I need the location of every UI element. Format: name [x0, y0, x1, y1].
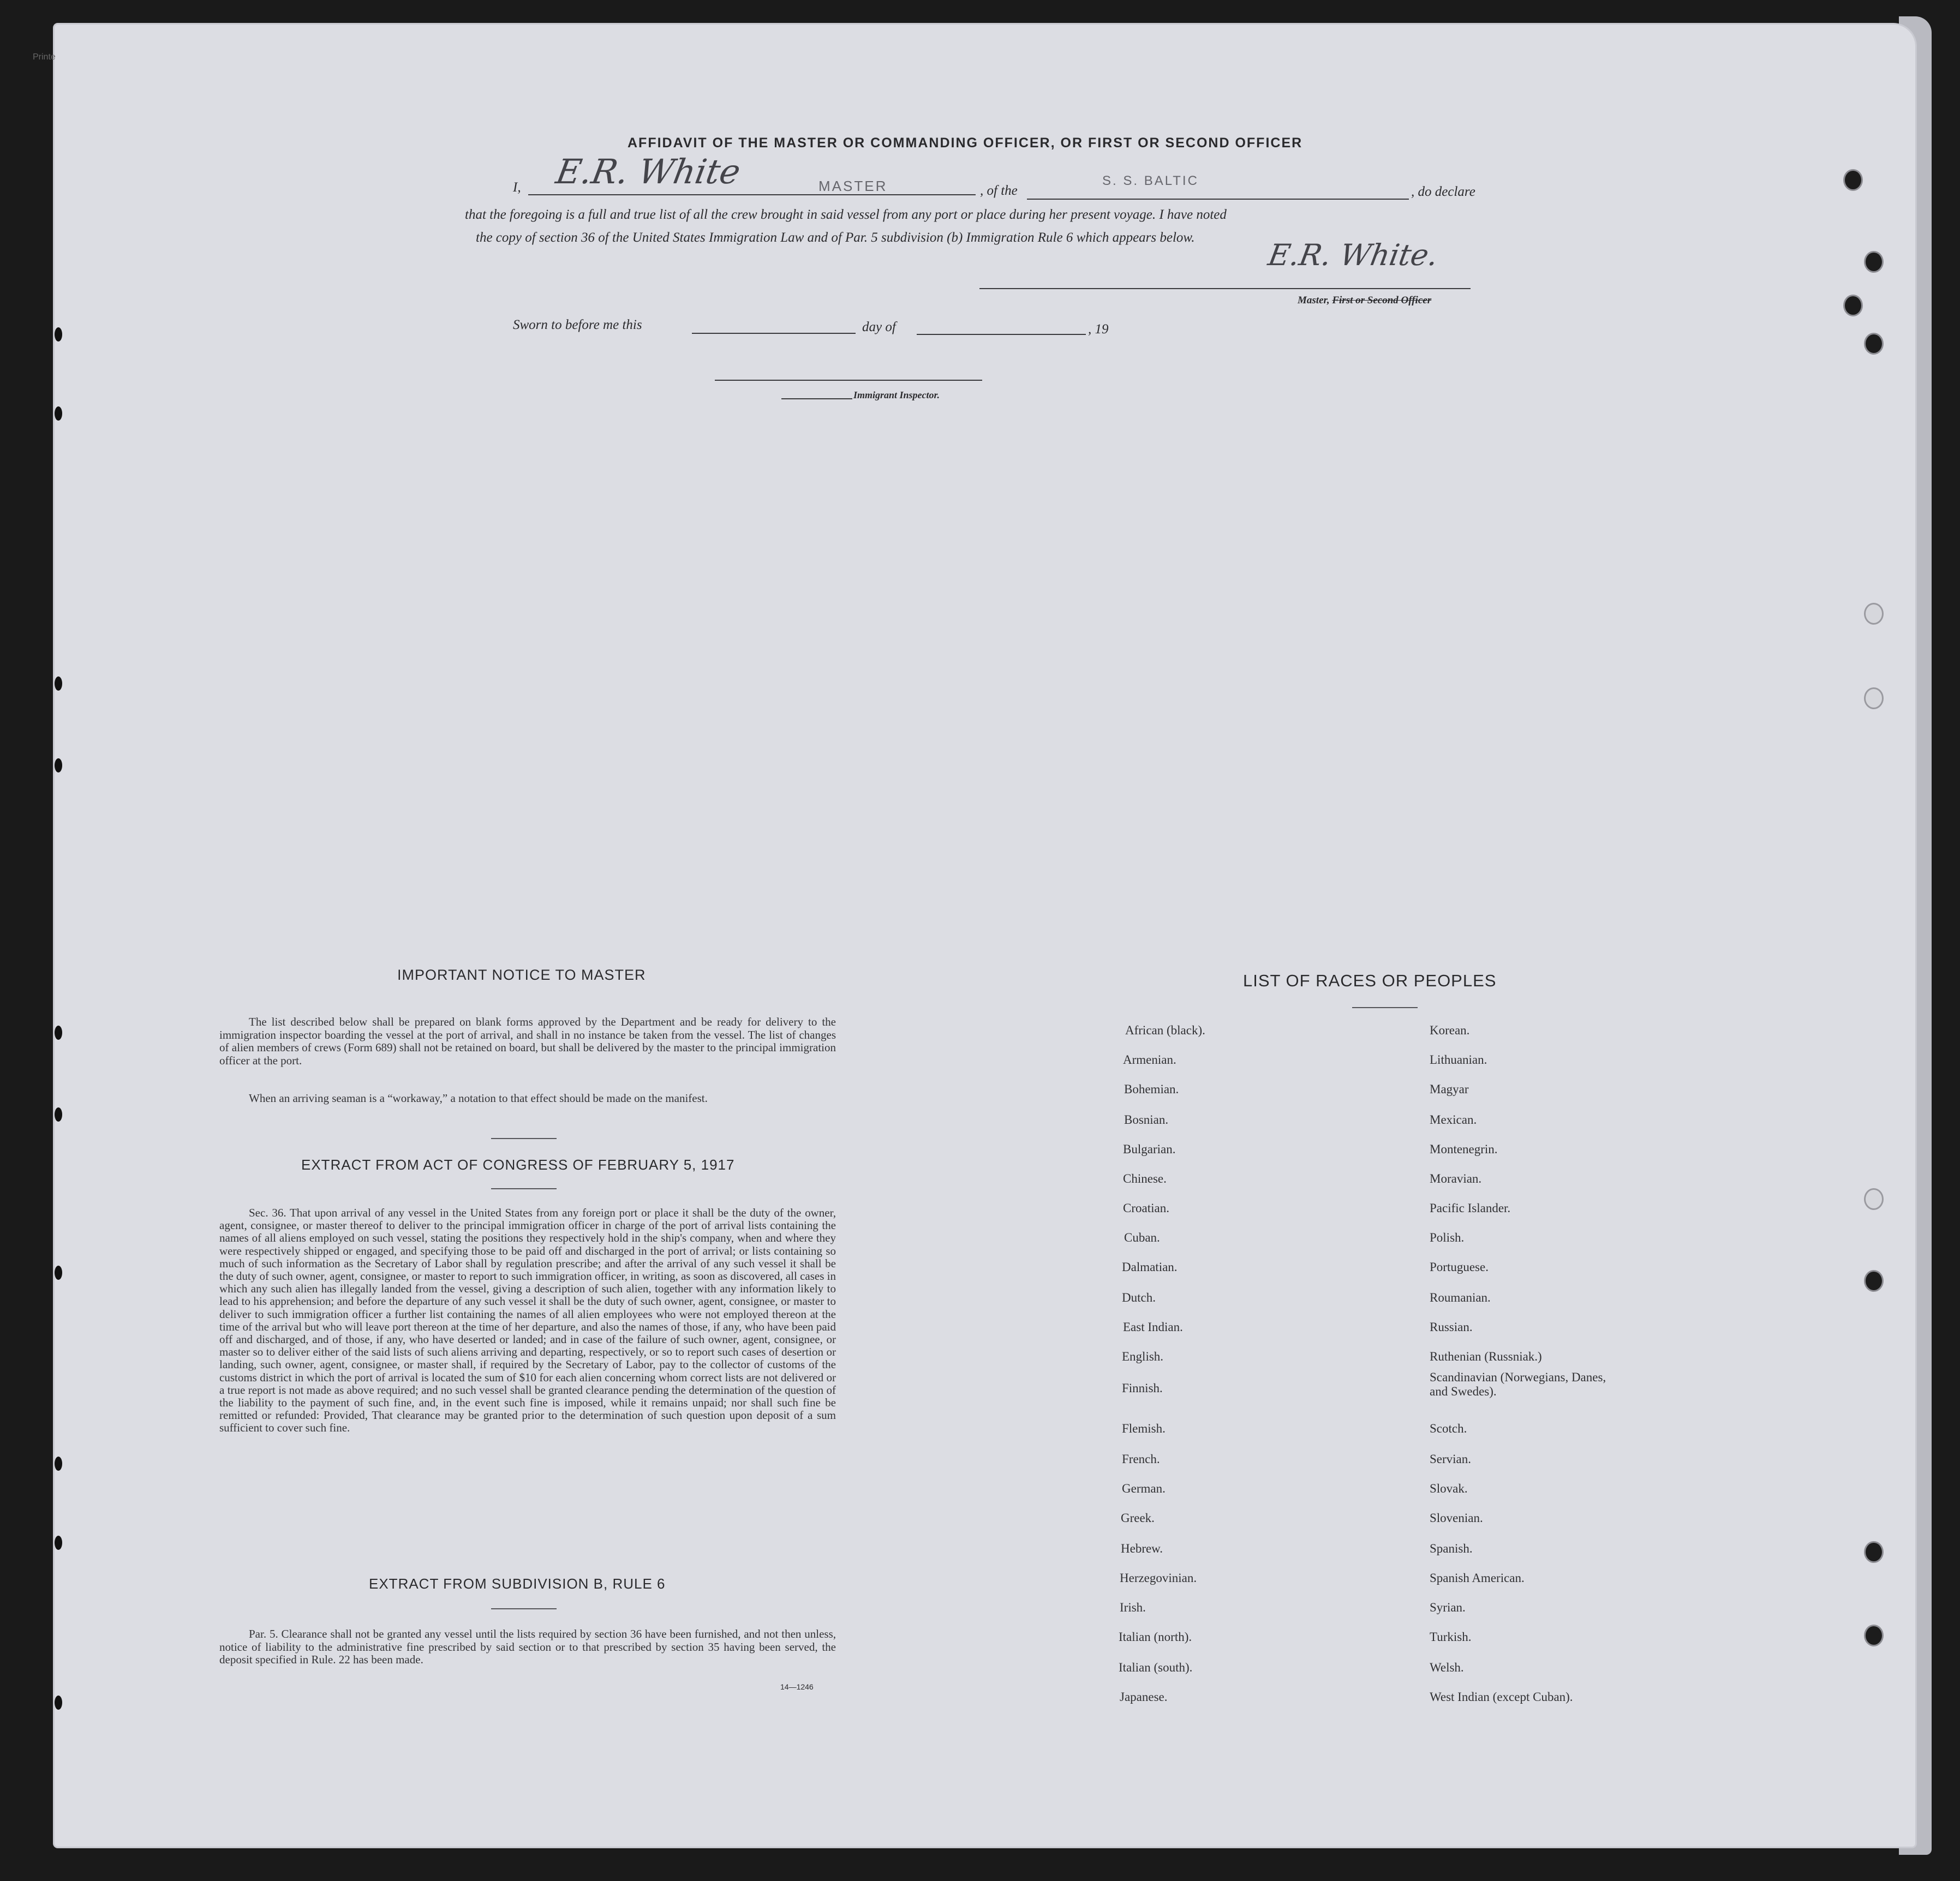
signer-title [1298, 295, 1431, 307]
race-item: Portuguese. [1430, 1260, 1489, 1274]
name-line [528, 194, 976, 195]
race-item: Syrian. [1430, 1601, 1466, 1614]
vessel-line [1027, 199, 1409, 200]
race-item: Chinese. [1123, 1172, 1167, 1185]
race-item: Finnish. [1122, 1381, 1163, 1395]
race-item: Turkish. [1430, 1630, 1472, 1644]
race-item: English. [1122, 1350, 1164, 1363]
notice-paragraph-1: The list described below shall be prepared on blank forms approved by the Department and be ready for delivery to the immigration inspector boarding the vessel at the port of arrival, and shall in no instance be taken from the vessel. The list of changes of alien members of crews (Form 689) shall not be retained on board, but shall be delivered by the master to the principal immigration officer at the port. [219, 1015, 836, 1067]
race-item: West Indian (except Cuban). [1430, 1690, 1573, 1704]
extract-1-heading: EXTRACT FROM ACT OF CONGRESS OF FEBRUARY 5, 1917 [301, 1157, 735, 1173]
affidavit-of: , of the [980, 183, 1018, 198]
binder-hole-icon [1864, 251, 1884, 273]
affidavit-prefix: I, [513, 180, 521, 195]
races-heading: LIST OF RACES OR PEOPLES [1243, 971, 1497, 990]
punch-mark-icon [55, 1536, 62, 1550]
race-item: African (black). [1125, 1023, 1205, 1037]
race-item: Lithuanian. [1430, 1053, 1487, 1067]
punch-mark-icon [55, 1266, 62, 1280]
inspector-label: Immigrant Inspector. [853, 390, 940, 400]
extract-2-heading: EXTRACT FROM SUBDIVISION B, RULE 6 [369, 1576, 666, 1592]
race-item: Scotch. [1430, 1422, 1467, 1435]
race-item: Japanese. [1120, 1690, 1168, 1704]
punch-mark-icon [55, 758, 62, 772]
race-item: Magyar [1430, 1082, 1469, 1096]
race-item: Slovak. [1430, 1482, 1468, 1495]
race-item: Ruthenian (Russniak.) [1430, 1350, 1542, 1363]
binder-hole-icon [1864, 333, 1884, 355]
race-item: Armenian. [1123, 1053, 1176, 1067]
race-item: Flemish. [1122, 1422, 1166, 1435]
extract-2-body: Par. 5. Clearance shall not be granted any vessel until the lists required by section 36 have been furnished, and not then unless, notice of liability to the administrative fine prescribed by said section or to that prescribed by section 35 having been served, the deposit specified in Rule. 22 has been made. [219, 1627, 836, 1667]
race-item: Greek. [1121, 1511, 1155, 1525]
race-item: Russian. [1430, 1320, 1473, 1334]
race-item: Bosnian. [1124, 1113, 1169, 1127]
inspector-short-line [781, 398, 852, 399]
sworn-day-line [692, 333, 856, 334]
race-item: Slovenian. [1430, 1511, 1483, 1525]
punch-mark-icon [55, 676, 62, 691]
race-item: Polish. [1430, 1231, 1465, 1244]
race-item: Roumanian. [1430, 1291, 1491, 1304]
race-item: Dalmatian. [1122, 1260, 1178, 1274]
binder-hole-icon [1864, 687, 1884, 709]
race-item: Scandinavian (Norwegians, Danes, and Swedes). [1430, 1370, 1606, 1398]
punch-mark-icon [55, 1457, 62, 1471]
binder-hole-icon [1843, 295, 1863, 316]
divider [491, 1608, 557, 1609]
binder-hole-icon [1864, 1270, 1884, 1292]
race-item: French. [1122, 1452, 1160, 1466]
binder-hole-icon [1864, 603, 1884, 625]
race-item: Moravian. [1430, 1172, 1482, 1185]
affidavit-heading: AFFIDAVIT OF THE MASTER OR COMMANDING OFFICER, OR FIRST OR SECOND OFFICER [628, 135, 1303, 151]
race-item: Italian (north). [1119, 1630, 1192, 1644]
race-item: Bohemian. [1124, 1082, 1179, 1096]
race-item: Pacific Islander. [1430, 1201, 1511, 1215]
form-number: 14—1246 [780, 1682, 814, 1691]
race-item: Croatian. [1123, 1201, 1169, 1215]
race-item: Servian. [1430, 1452, 1472, 1466]
race-item: German. [1122, 1482, 1166, 1495]
inspector-signature-line [715, 380, 982, 381]
document-page [55, 25, 1915, 1847]
master-signature-repeat: E.R. White. [1265, 238, 1441, 272]
sworn-month-line [917, 334, 1086, 335]
signature-line [979, 288, 1471, 289]
race-item: Cuban. [1124, 1231, 1160, 1244]
affidavit-line-3: the copy of section 36 of the United States Immigration Law and of Par. 5 subdivision (b) Immigration Rule 6 which appears below. [476, 230, 1195, 245]
signer-title-master: Master, [1298, 295, 1330, 306]
race-item: Herzegovinian. [1120, 1571, 1197, 1585]
race-item: Spanish American. [1430, 1571, 1525, 1585]
race-item: Mexican. [1430, 1113, 1477, 1127]
divider [491, 1188, 557, 1189]
race-item: Montenegrin. [1430, 1142, 1498, 1156]
notice-heading: IMPORTANT NOTICE TO MASTER [397, 967, 646, 983]
race-item: Irish. [1120, 1601, 1146, 1614]
binder-hole-icon [1864, 1541, 1884, 1563]
notice-paragraph-2: When an arriving seaman is a “workaway,” a notation to that effect should be made on the manifest. [249, 1092, 708, 1105]
punch-mark-icon [55, 1696, 62, 1710]
race-item: Welsh. [1430, 1661, 1464, 1674]
sworn-year: , 19 [1088, 322, 1109, 337]
race-item: Dutch. [1122, 1291, 1156, 1304]
sworn-day: day of [862, 320, 896, 334]
sworn-text: Sworn to before me this [513, 318, 642, 332]
signer-title-struck: First or Second Officer [1332, 295, 1432, 306]
race-item: Bulgarian. [1123, 1142, 1176, 1156]
affidavit-line-2: that the foregoing is a full and true list of all the crew brought in said vessel from any port or place during her present voyage. I have noted [465, 207, 1227, 222]
divider [491, 1138, 557, 1139]
printer-note: Printe [33, 52, 56, 62]
punch-mark-icon [55, 1026, 62, 1040]
punch-mark-icon [55, 406, 62, 421]
race-item: Korean. [1430, 1023, 1470, 1037]
divider [1352, 1007, 1418, 1008]
affidavit-declare: , do declare [1411, 184, 1475, 199]
rank-stamp: MASTER [818, 178, 888, 194]
race-item: East Indian. [1123, 1320, 1183, 1334]
race-item: Hebrew. [1121, 1542, 1163, 1555]
vessel-stamp: S. S. BALTIC [1102, 173, 1199, 188]
extract-1-body: Sec. 36. That upon arrival of any vessel in the United States from any foreign port or place it shall be the duty of the owner, agent, consignee, or master thereof to deliver to the principal immigration officer in charge of the port of arrival lists containing the names of all aliens employed on such vessel, stating the positions they respectively hold in the ship's company, when and where they were respectively shipped or engaged, and specifying those to be paid off and discharged in the port of arrival; or lists containing so much of such information as the Secretary of Labor shall by regulation prescribe; and after the arrival of any such vessel it shall be the duty of such owner, agent, consignee, or master to report to such immigration officer, in writing, as soon as discovered, all cases in which any such alien has illegally landed from the vessel, giving a description of such alien, together with any information likely to lead to his apprehension; and before the departure of any such vessel it shall be the duty of such owner, agent, consignee, or master to deliver to such immigration officer a further list containing the names of all alien employees who were not employed thereon at the time of the arrival but who will leave port thereon at the time of her departure, and also the names of those, if any, who have been paid off and discharged, and of those, if any, who have deserted or landed; and in case of the failure of such owner, agent, consignee, or master so to deliver either of the said lists of such aliens arriving and departing, respectively, or so to report such cases of desertion or landing, such owner, agent, consignee, or master shall, if required by the Secretary of Labor, pay to the collector of customs of the customs district in which the port of arrival is located the sum of $10 for each alien concerning whom correct lists are not delivered or a true report is not made as above required; and no such vessel shall be granted clearance pending the determination of the question of the liability to the payment of such fine, and, in the event such fine is imposed, while it remains unpaid; nor shall such fine be remitted or refunded: Provided, That clearance may be granted prior to the determination of such question upon deposit of a sum sufficient to cover such fine. [219, 1206, 836, 1435]
binder-hole-icon [1843, 169, 1863, 191]
punch-mark-icon [55, 1107, 62, 1122]
binder-hole-icon [1864, 1188, 1884, 1210]
race-item: Spanish. [1430, 1542, 1473, 1555]
master-signature: E.R. White [553, 152, 744, 191]
binder-hole-icon [1864, 1625, 1884, 1646]
punch-mark-icon [55, 327, 62, 342]
race-item: Italian (south). [1119, 1661, 1193, 1674]
